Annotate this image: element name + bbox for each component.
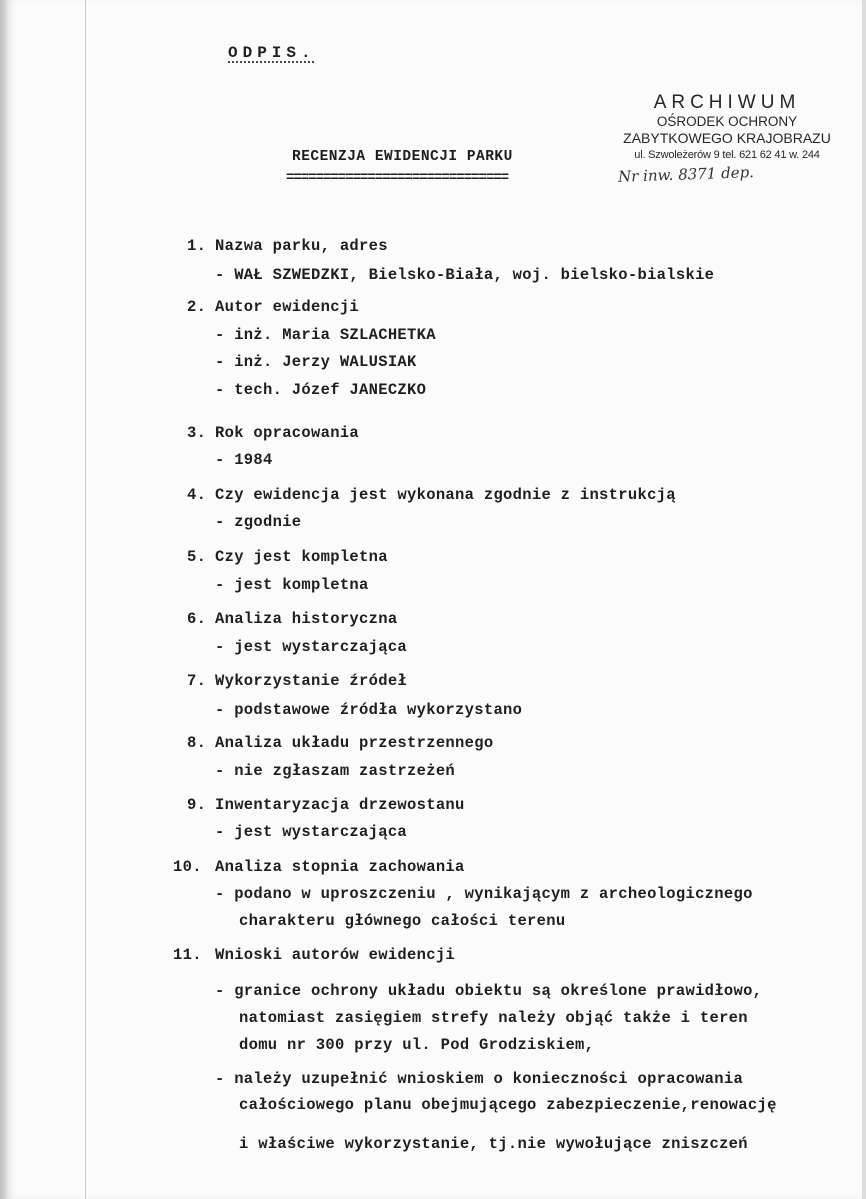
item-label: Czy ewidencja jest wykonana zgodnie z instrukcją bbox=[215, 486, 676, 504]
page-fold-line bbox=[85, 0, 86, 1199]
stamp-line-2: OŚRODEK OCHRONY bbox=[656, 114, 798, 129]
archive-stamp bbox=[612, 92, 842, 186]
title-underline: ============================== bbox=[286, 170, 509, 186]
item-answer: - jest wystarczająca bbox=[215, 823, 408, 841]
item-5 bbox=[187, 548, 388, 566]
item-number: 6. bbox=[187, 610, 207, 628]
document-header: ODPIS. bbox=[228, 44, 316, 62]
item-4 bbox=[187, 486, 676, 504]
item-6 bbox=[187, 610, 397, 628]
item-answer: domu nr 300 przy ul. Pod Grodziskiem, bbox=[239, 1036, 595, 1054]
stamp-line-1: ARCHIWUM bbox=[653, 92, 801, 113]
item-answer: charakteru głównego całości terenu bbox=[239, 912, 566, 930]
item-answer: - inż. Jerzy WALUSIAK bbox=[215, 353, 417, 371]
item-answer: - jest kompletna bbox=[215, 576, 369, 594]
item-answer: - podano w uproszczeniu , wynikającym z archeologicznego bbox=[215, 885, 753, 903]
item-number: 2. bbox=[187, 298, 207, 316]
item-answer: - granice ochrony układu obiektu są określone prawidłowo, bbox=[215, 982, 763, 1000]
item-number: 7. bbox=[187, 672, 207, 690]
item-answer: i właściwe wykorzystanie, tj.nie wywołujące zniszczeń bbox=[239, 1135, 748, 1153]
item-number: 10. bbox=[173, 858, 202, 876]
item-number: 9. bbox=[187, 796, 207, 814]
item-answer: - należy uzupełnić wnioskiem o konieczności opracowania bbox=[215, 1070, 744, 1088]
item-number: 11. bbox=[173, 946, 202, 964]
item-1 bbox=[187, 237, 388, 255]
item-answer: - jest wystarczająca bbox=[215, 638, 408, 656]
item-label: Analiza stopnia zachowania bbox=[215, 858, 465, 876]
item-answer: - nie zgłaszam zastrzeżeń bbox=[215, 762, 456, 780]
item-label: Analiza historyczna bbox=[215, 610, 398, 628]
item-label: Autor ewidencji bbox=[215, 298, 360, 316]
item-label: Nazwa parku, adres bbox=[215, 237, 388, 255]
item-2 bbox=[187, 298, 359, 316]
item-3 bbox=[187, 424, 359, 442]
stamp-handwritten-inventory: Nr inw. 8371 dep. bbox=[617, 163, 755, 186]
item-label: Czy jest kompletna bbox=[215, 548, 388, 566]
item-7 bbox=[187, 672, 407, 690]
item-11 bbox=[173, 946, 455, 964]
item-number: 3. bbox=[187, 424, 207, 442]
item-number: 4. bbox=[187, 486, 207, 504]
item-number: 1. bbox=[187, 237, 207, 255]
item-label: Rok opracowania bbox=[215, 424, 360, 442]
item-label: Analiza układu przestrzennego bbox=[215, 734, 494, 752]
item-number: 5. bbox=[187, 548, 207, 566]
item-answer: natomiast zasięgiem strefy należy objąć także i teren bbox=[239, 1009, 748, 1027]
item-10 bbox=[173, 858, 465, 876]
item-label: Wykorzystanie źródeł bbox=[215, 672, 408, 690]
item-number: 8. bbox=[187, 734, 207, 752]
item-label: Wnioski autorów ewidencji bbox=[215, 946, 456, 964]
item-answer: - tech. Józef JANECZKO bbox=[215, 381, 427, 399]
item-answer: - 1984 bbox=[215, 451, 273, 469]
item-8 bbox=[187, 734, 493, 752]
item-answer: - WAŁ SZWEDZKI, Bielsko-Biała, woj. bielsko-bialskie bbox=[215, 266, 715, 284]
item-9 bbox=[187, 796, 465, 814]
stamp-line-3: ZABYTKOWEGO KRAJOBRAZU bbox=[623, 130, 831, 146]
item-label: Inwentaryzacja drzewostanu bbox=[215, 796, 465, 814]
document-title: RECENZJA EWIDENCJI PARKU bbox=[292, 149, 513, 165]
stamp-line-4: ul. Szwoleżerów 9 tel. 621 62 41 w. 244 bbox=[634, 149, 820, 161]
item-answer: - podstawowe źródła wykorzystano bbox=[215, 701, 523, 719]
item-answer: - inż. Maria SZLACHETKA bbox=[215, 326, 436, 344]
item-answer: - zgodnie bbox=[215, 513, 302, 531]
item-answer: całościowego planu obejmującego zabezpieczenie,renowację bbox=[239, 1096, 777, 1114]
